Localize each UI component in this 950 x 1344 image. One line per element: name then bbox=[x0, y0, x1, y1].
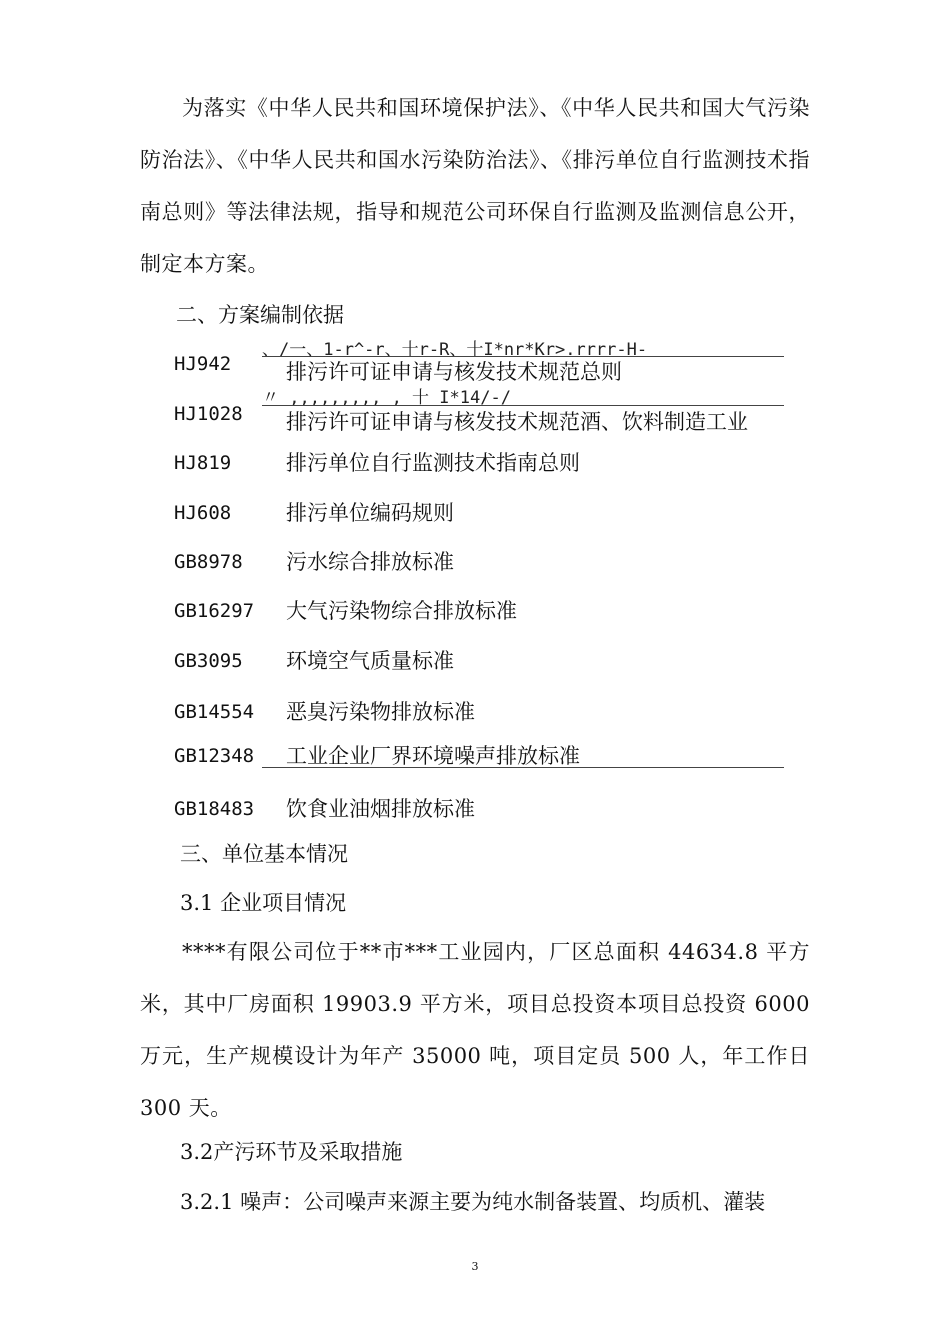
standard-code: HJ608 bbox=[174, 502, 232, 524]
section-3-1-heading: 3.1 企业项目情况 bbox=[180, 891, 347, 915]
ocr-noise-line-1: 、/一、1-r^-r、十r-R、十I*nr*Kr>.rrrr-H- bbox=[262, 340, 648, 360]
standard-code: HJ819 bbox=[174, 452, 232, 474]
standard-code: HJ942 bbox=[174, 353, 232, 375]
standard-name: 排污单位自行监测技术指南总则 bbox=[286, 451, 580, 475]
section-3-2-heading: 3.2产污环节及采取措施 bbox=[180, 1140, 403, 1164]
standard-name: 大气污染物综合排放标准 bbox=[286, 599, 517, 623]
standard-name: 环境空气质量标准 bbox=[286, 649, 454, 673]
standard-code: HJ1028 bbox=[174, 403, 243, 425]
standard-code: GB12348 bbox=[174, 745, 255, 767]
standard-name: 排污许可证申请与核发技术规范酒、饮料制造工业 bbox=[286, 410, 748, 434]
page-number: 3 bbox=[471, 1260, 479, 1273]
project-paragraph: ****有限公司位于**市***工业园内，厂区总面积 44634.8 平方米，其中厂房面积 19903.9 平方米，项目总投资本项目总投资 6000 万元，生产规模设计为年产 35000 吨，项目定员 500 人，年工作日 300 天。 bbox=[140, 940, 810, 1120]
standard-code: GB3095 bbox=[174, 650, 243, 672]
standard-code: GB8978 bbox=[174, 551, 243, 573]
standard-name: 污水综合排放标准 bbox=[286, 550, 454, 574]
noise-paragraph: 3.2.1 噪声：公司噪声来源主要为纯水制备装置、均质机、灌装 bbox=[180, 1190, 766, 1214]
standard-name: 排污单位编码规则 bbox=[286, 501, 454, 525]
section-3-heading: 三、单位基本情况 bbox=[180, 842, 348, 866]
standard-name: 工业企业厂界环境噪声排放标准 bbox=[286, 744, 580, 768]
standard-name: 恶臭污染物排放标准 bbox=[286, 700, 475, 724]
standard-name: 饮食业油烟排放标准 bbox=[286, 797, 475, 821]
standard-code: GB14554 bbox=[174, 701, 255, 723]
table-rule-2 bbox=[262, 405, 784, 406]
ocr-noise-line-2: 〃 ,,,,,,,,, , 十 I*14/-/ bbox=[262, 388, 511, 408]
intro-paragraph: 为落实《中华人民共和国环境保护法》、《中华人民共和国大气污染防治法》、《中华人民共和国水污染防治法》、《排污单位自行监测技术指南总则》等法律法规，指导和规范公司环保自行监测及监测信息公开，制定本方案。 bbox=[140, 96, 810, 276]
standard-code: GB16297 bbox=[174, 600, 255, 622]
section-2-heading: 二、方案编制依据 bbox=[176, 303, 344, 327]
table-rule-3 bbox=[262, 767, 784, 768]
standard-code: GB18483 bbox=[174, 798, 255, 820]
standard-name: 排污许可证申请与核发技术规范总则 bbox=[286, 360, 622, 384]
